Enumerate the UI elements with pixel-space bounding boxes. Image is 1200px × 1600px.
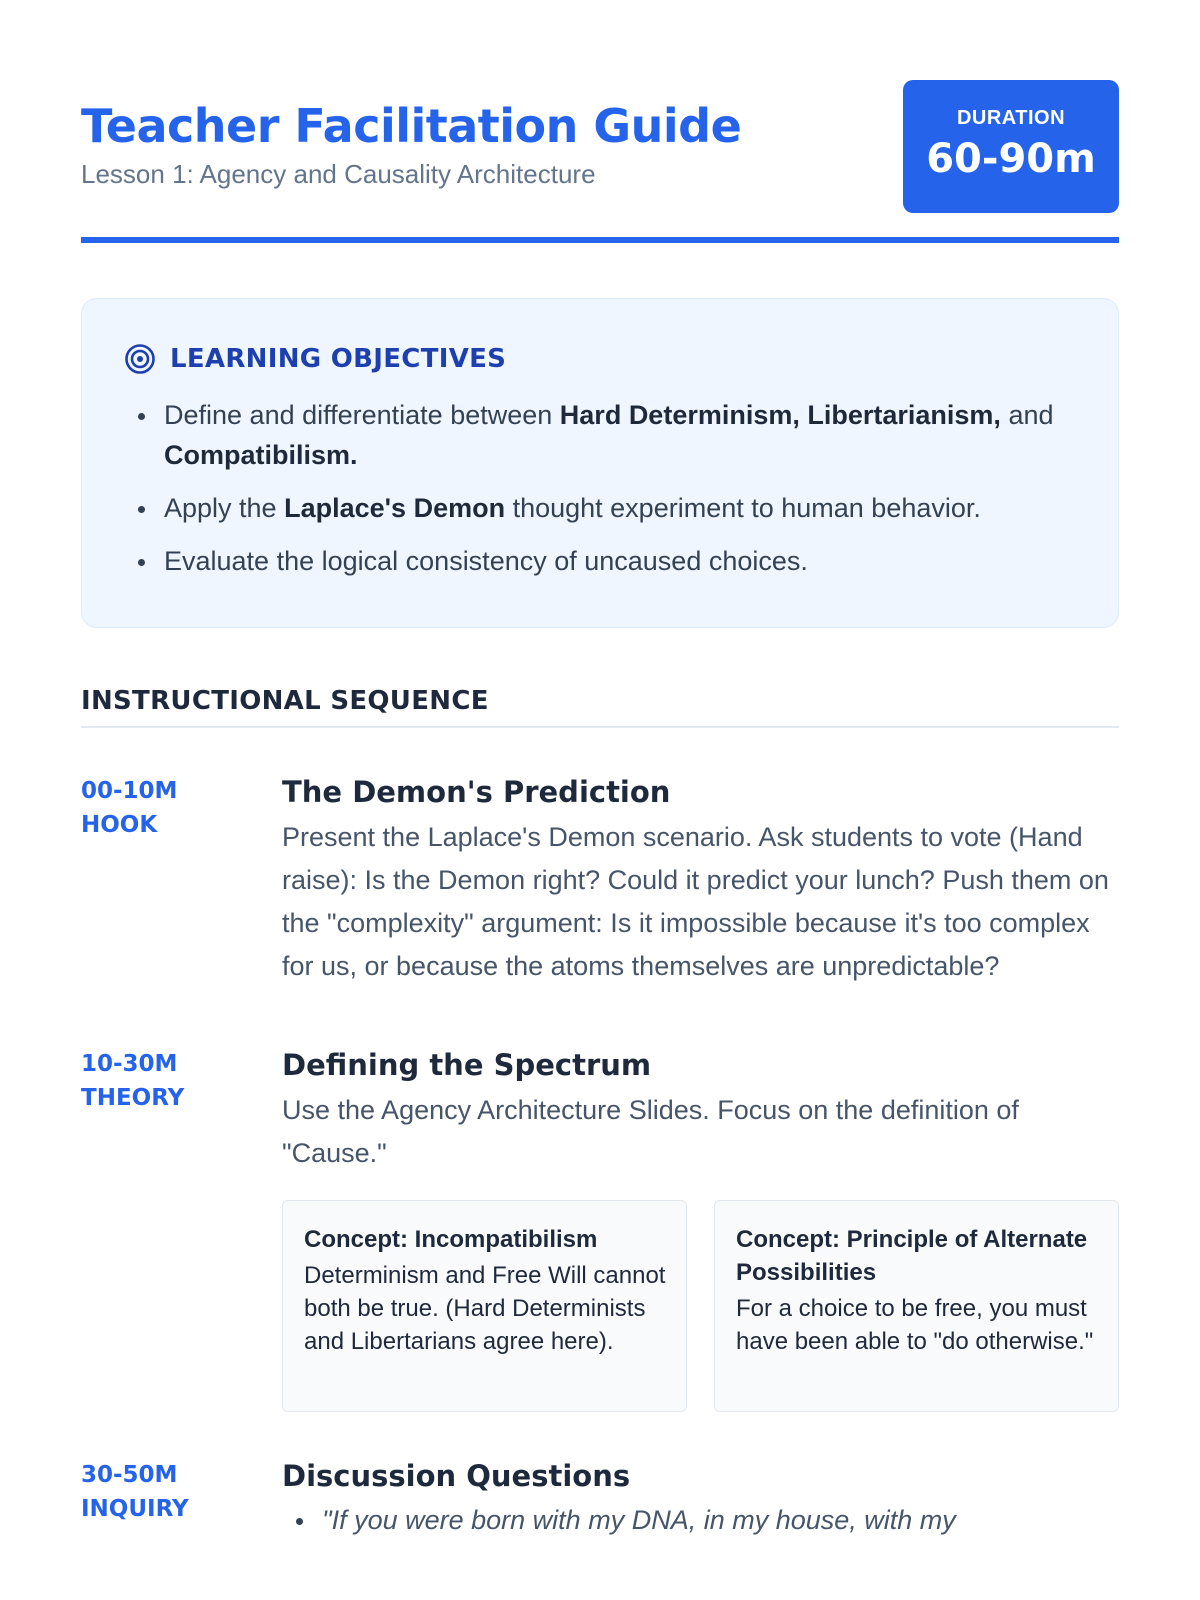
- step-phase: HOOK: [81, 812, 158, 838]
- learning-objectives-card: [81, 298, 1119, 628]
- step-time-range: 10-30M: [81, 1051, 178, 1077]
- concept-text: For a choice to be free, you must have been able to "do otherwise.": [736, 1295, 1094, 1355]
- step-time: [81, 772, 282, 988]
- concept-cards: [282, 1200, 1119, 1412]
- concept-title: Concept: Principle of Alternate Possibilities: [736, 1226, 1088, 1286]
- concept-card-incompatibilism: [282, 1200, 687, 1412]
- step-description: Use the Agency Architecture Slides. Focus on the definition of "Cause.": [282, 1095, 1019, 1168]
- duration-label: DURATION: [956, 107, 1066, 129]
- step-title: The Demon's Prediction: [282, 775, 671, 809]
- step-time-range: 00-10M: [81, 778, 178, 804]
- discussion-question: "If you were born with my DNA, in my house, with my: [282, 1500, 1119, 1540]
- objectives-title: LEARNING OBJECTIVES: [170, 344, 507, 374]
- sequence-heading: INSTRUCTIONAL SEQUENCE: [81, 686, 1119, 728]
- step-phase: INQUIRY: [81, 1496, 189, 1522]
- lesson-subtitle: Lesson 1: Agency and Causality Architecture: [81, 159, 596, 189]
- step-body: [282, 772, 1119, 988]
- target-icon: [124, 343, 156, 375]
- objective-item: Apply the Laplace's Demon thought experiment to human behavior.: [124, 488, 1078, 528]
- objectives-list: [124, 395, 1078, 581]
- step-title: Discussion Questions: [282, 1459, 631, 1493]
- page-title: Teacher Facilitation Guide: [81, 99, 742, 153]
- step-time: [81, 1045, 282, 1412]
- objective-item: Define and differentiate between Hard Determinism, Libertarianism, and Compatibilism.: [124, 395, 1078, 475]
- duration-value: 60-90m: [926, 136, 1096, 182]
- step-body: [282, 1456, 1119, 1540]
- step-phase: THEORY: [81, 1085, 185, 1111]
- sequence-step-theory: [81, 1045, 1119, 1412]
- step-time-range: 30-50M: [81, 1462, 178, 1488]
- objectives-heading: [124, 343, 1078, 375]
- step-time: [81, 1456, 282, 1540]
- discussion-questions-list: [282, 1500, 1119, 1540]
- title-block: [81, 80, 741, 190]
- step-description: Present the Laplace's Demon scenario. Ask students to vote (Hand raise): Is the Demon right? Could it predict your lunch? Push them on the "complexity" argument: Is it impossible because it's too complex for us, or because the atoms themselves are unpredictable?: [282, 822, 1109, 981]
- sequence-step-hook: [81, 772, 1119, 988]
- concept-text: Determinism and Free Will cannot both be true. (Hard Determinists and Libertarians agree here).: [304, 1262, 666, 1355]
- objective-item: Evaluate the logical consistency of uncaused choices.: [124, 541, 1078, 581]
- sequence-step-inquiry: [81, 1456, 1119, 1540]
- step-title: Defining the Spectrum: [282, 1048, 652, 1082]
- page-header: [81, 80, 1119, 243]
- concept-card-alternate-possibilities: [714, 1200, 1119, 1412]
- duration-badge: [903, 80, 1119, 213]
- concept-title: Concept: Incompatibilism: [304, 1226, 598, 1253]
- step-body: [282, 1045, 1119, 1412]
